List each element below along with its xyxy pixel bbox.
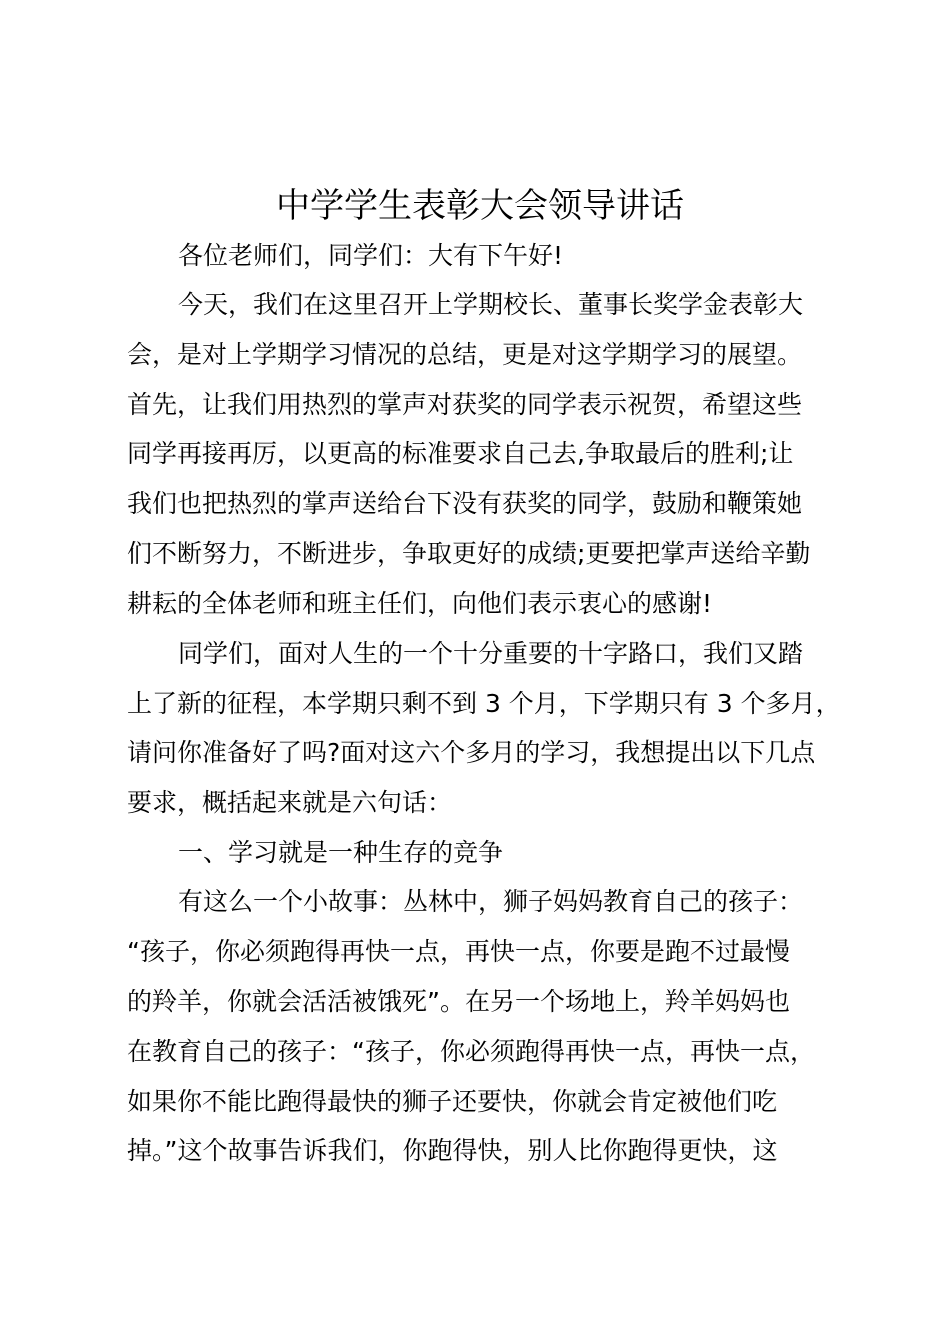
paragraph-line: 掉。”这个故事告诉我们，你跑得快，别人比你跑得更快，这 <box>127 1136 778 1165</box>
paragraph-line: 同学再接再厉，以更高的标准要求自己去,争取最后的胜利;让 <box>127 439 794 468</box>
paragraph-line: “孩子，你必须跑得再快一点，再快一点，你要是跑不过最慢 <box>127 937 790 966</box>
paragraph-line: 各位老师们，同学们：大有下午好! <box>178 241 564 270</box>
paragraph-line: 今天，我们在这里召开上学期校长、董事长奖学金表彰大 <box>178 290 804 319</box>
paragraph-line: 要求，概括起来就是六句话： <box>127 788 453 817</box>
paragraph-line: 上了新的征程，本学期只剩不到 3 个月，下学期只有 3 个多月， <box>127 689 841 718</box>
paragraph-line: 耕耘的全体老师和班主任们，向他们表示衷心的感谢! <box>127 589 713 618</box>
document-title: 中学学生表彰大会领导讲话 <box>276 186 684 226</box>
paragraph-line: 会，是对上学期学习情况的总结，更是对这学期学习的展望。 <box>127 340 803 369</box>
paragraph-line: 如果你不能比跑得最快的狮子还要快，你就会肯定被他们吃 <box>127 1087 778 1116</box>
paragraph-line: 的羚羊，你就会活活被饿死”。在另一个场地上，羚羊妈妈也 <box>127 987 790 1016</box>
paragraph-line: 们不断努力，不断进步，争取更好的成绩;更要把掌声送给辛勤 <box>127 539 811 568</box>
paragraph-line: 同学们，面对人生的一个十分重要的十字路口，我们又踏 <box>178 639 804 668</box>
paragraph-line: 首先，让我们用热烈的掌声对获奖的同学表示祝贺，希望这些 <box>127 390 803 419</box>
paragraph-line: 我们也把热烈的掌声送给台下没有获奖的同学，鼓励和鞭策她 <box>127 489 803 518</box>
paragraph-line: 在教育自己的孩子：“孩子，你必须跑得再快一点，再快一点， <box>127 1037 815 1066</box>
section-heading: 一、学习就是一种生存的竞争 <box>178 838 504 867</box>
paragraph-line: 有这么一个小故事：丛林中，狮子妈妈教育自己的孩子： <box>178 887 804 916</box>
paragraph-line: 请问你准备好了吗?面对这六个多月的学习，我想提出以下几点 <box>127 738 816 767</box>
